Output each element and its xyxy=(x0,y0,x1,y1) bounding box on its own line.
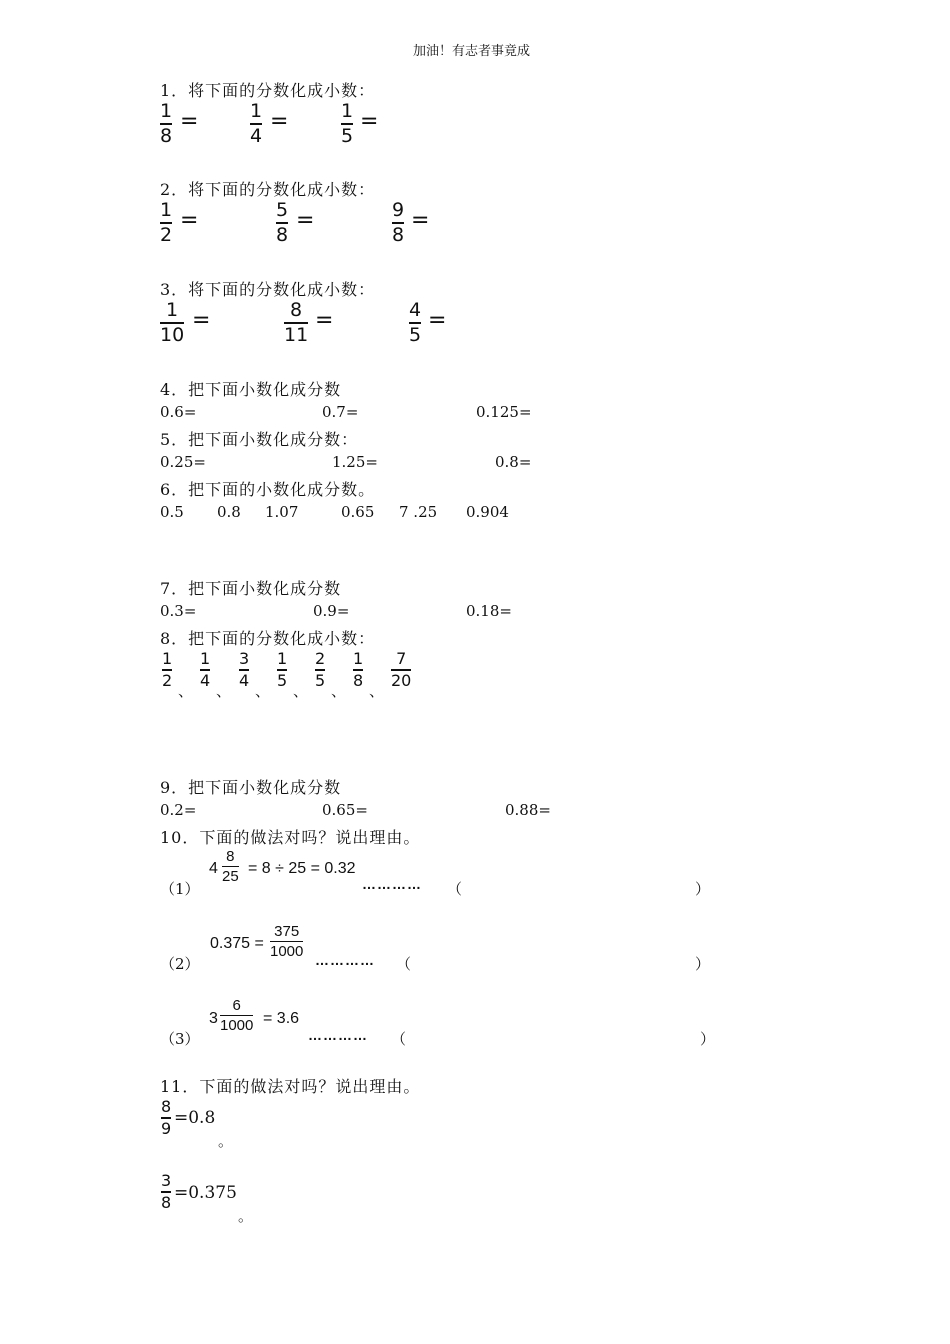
q8-fraction-2: 1 4 xyxy=(200,649,211,690)
equals-sign: = xyxy=(360,109,379,134)
q10-item-3-close-paren: ） xyxy=(700,1030,716,1048)
question-8-title: 8．把下面的分数化成小数： xyxy=(160,629,376,648)
q10-item-1-label: （1） xyxy=(160,880,200,898)
q5-item-1: 0.25= xyxy=(160,453,206,471)
q6-item-5: 7 .25 xyxy=(399,503,438,521)
q10-item-1-fraction: 8 25 xyxy=(222,848,239,885)
separator: 、 xyxy=(293,682,309,700)
q3-fraction-1: 1 10 xyxy=(160,299,185,346)
q10-item-2-open-paren: （ xyxy=(396,955,412,973)
q9-item-2: 0.65= xyxy=(322,801,368,819)
equals-sign: = xyxy=(180,208,199,233)
equals-sign: = xyxy=(315,308,334,333)
q10-item-1-close-paren: ） xyxy=(695,880,711,898)
q6-item-6: 0.904 xyxy=(466,503,509,521)
question-10-title: 10．下面的做法对吗？说出理由。 xyxy=(160,828,421,847)
q10-item-3-label: （3） xyxy=(160,1030,200,1048)
q5-item-3: 0.8= xyxy=(495,453,532,471)
page-header: 加油！有志者事竟成 xyxy=(413,44,531,59)
q1-fraction-2: 1 4 xyxy=(250,100,263,147)
q1-fraction-3: 1 5 xyxy=(341,100,354,147)
q8-fraction-6: 1 8 xyxy=(353,649,364,690)
question-6-title: 6．把下面的小数化成分数。 xyxy=(160,480,376,499)
q11-item-2-expression: =0.375 xyxy=(174,1183,237,1203)
q7-item-1: 0.3= xyxy=(160,602,197,620)
q10-item-2-close-paren: ） xyxy=(695,955,711,973)
q2-fraction-1: 1 2 xyxy=(160,199,173,246)
q8-fraction-7: 7 20 xyxy=(391,649,412,690)
q11-item-1-mark: 。 xyxy=(218,1132,234,1150)
q8-fraction-1: 1 2 xyxy=(162,649,173,690)
q10-item-3-fraction: 6 1000 xyxy=(220,997,254,1034)
question-7-title: 7．把下面小数化成分数 xyxy=(160,579,342,598)
q10-item-1-expression: = 8 ÷ 25 = 0.32 xyxy=(248,860,356,877)
q9-item-1: 0.2= xyxy=(160,801,197,819)
q11-item-2-fraction: 3 8 xyxy=(161,1171,172,1212)
q8-fraction-3: 3 4 xyxy=(239,649,250,690)
q10-item-1-dots: ………… xyxy=(362,876,422,892)
separator: 、 xyxy=(331,682,347,700)
q10-item-2-fraction: 375 1000 xyxy=(270,923,304,960)
separator: 、 xyxy=(369,682,385,700)
question-9-title: 9．把下面小数化成分数 xyxy=(160,778,342,797)
question-5-title: 5．把下面小数化成分数： xyxy=(160,430,359,449)
question-11-title: 11．下面的做法对吗？说出理由。 xyxy=(160,1077,421,1096)
q2-fraction-3: 9 8 xyxy=(392,199,405,246)
q7-item-3: 0.18= xyxy=(466,602,512,620)
question-3-title: 3．将下面的分数化成小数： xyxy=(160,280,376,299)
q6-item-3: 1.07 xyxy=(265,503,299,521)
q8-fraction-5: 2 5 xyxy=(315,649,326,690)
question-2-title: 2．将下面的分数化成小数： xyxy=(160,180,376,199)
q10-item-2-dots: ………… xyxy=(315,952,375,968)
q8-fraction-4: 1 5 xyxy=(277,649,288,690)
q5-item-2: 1.25= xyxy=(332,453,378,471)
q1-fraction-1: 1 8 xyxy=(160,100,173,147)
equals-sign: = xyxy=(180,109,199,134)
equals-sign: = xyxy=(296,208,315,233)
q2-fraction-2: 5 8 xyxy=(276,199,289,246)
q11-item-1-fraction: 8 9 xyxy=(161,1097,172,1138)
q4-item-3: 0.125= xyxy=(476,403,532,421)
equals-sign: = xyxy=(270,109,289,134)
q10-item-2-lead: 0.375 = xyxy=(210,935,264,952)
separator: 、 xyxy=(178,682,194,700)
separator: 、 xyxy=(216,682,232,700)
q3-fraction-3: 4 5 xyxy=(409,299,422,346)
q4-item-1: 0.6= xyxy=(160,403,197,421)
q10-item-1-open-paren: （ xyxy=(447,880,463,898)
q10-item-3-whole: 3 xyxy=(209,1010,218,1027)
equals-sign: = xyxy=(428,308,447,333)
question-1-title: 1．将下面的分数化成小数： xyxy=(160,81,376,100)
separator: 、 xyxy=(255,682,271,700)
q11-item-2-mark: 。 xyxy=(238,1207,254,1225)
equals-sign: = xyxy=(411,208,430,233)
q6-item-2: 0.8 xyxy=(217,503,241,521)
q10-item-3-expression: = 3.6 xyxy=(263,1010,300,1027)
q7-item-2: 0.9= xyxy=(313,602,350,620)
q10-item-2-label: （2） xyxy=(160,955,200,973)
q3-fraction-2: 8 11 xyxy=(284,299,309,346)
q6-item-4: 0.65 xyxy=(341,503,375,521)
q6-item-1: 0.5 xyxy=(160,503,184,521)
q4-item-2: 0.7= xyxy=(322,403,359,421)
q10-item-3-open-paren: （ xyxy=(391,1030,407,1048)
q10-item-1-whole: 4 xyxy=(209,860,218,877)
question-4-title: 4．把下面小数化成分数 xyxy=(160,380,342,399)
q10-item-3-dots: ………… xyxy=(308,1027,368,1043)
q9-item-3: 0.88= xyxy=(505,801,551,819)
equals-sign: = xyxy=(192,308,211,333)
q11-item-1-expression: =0.8 xyxy=(174,1108,216,1128)
